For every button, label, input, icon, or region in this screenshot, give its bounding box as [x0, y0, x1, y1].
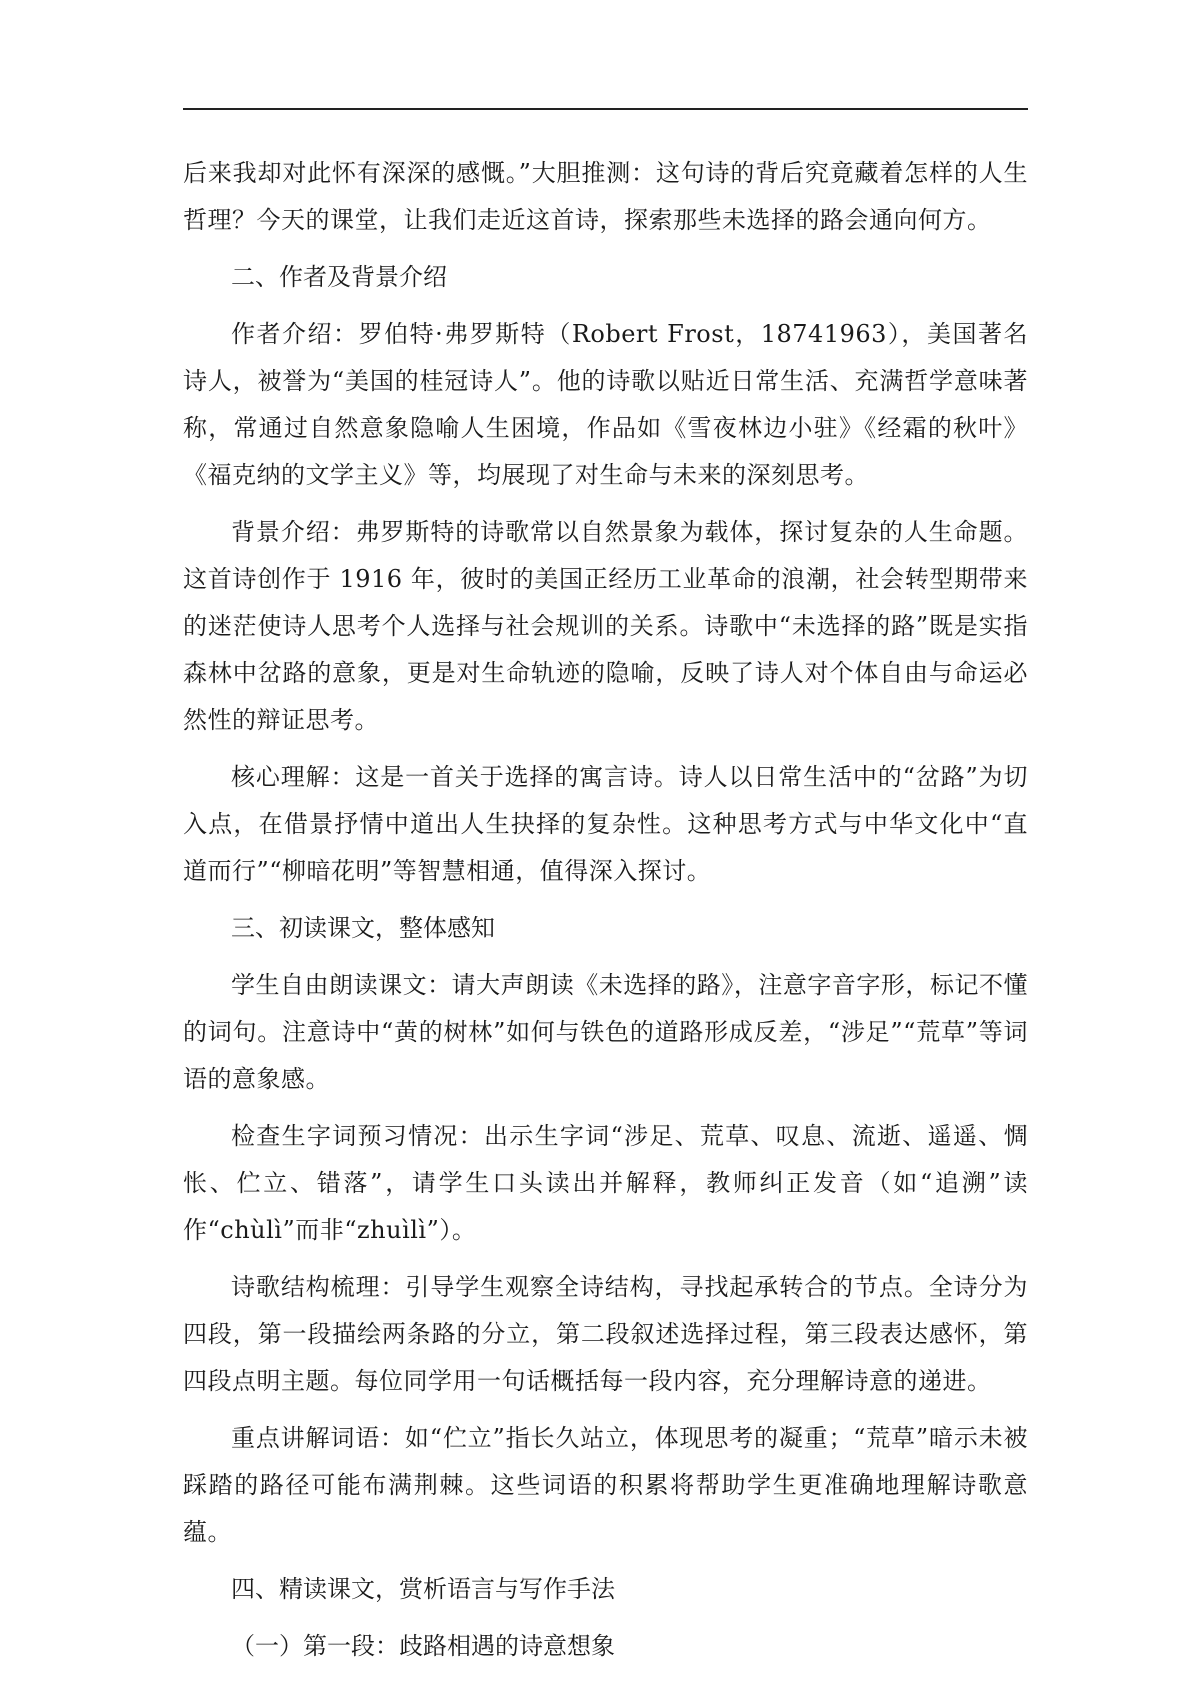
paragraph-structure: 诗歌结构梳理：引导学生观察全诗结构，寻找起承转合的节点。全诗分为四段，第一段描绘两条路的分立，第二段叙述选择过程，第三段表达感怀，第四段点明主题。每位同学用一句话概括每一段内容，充分理解诗意的递进。 — [183, 1273, 1028, 1395]
page-body — [183, 150, 1028, 1670]
paragraph-background-intro: 背景介绍：弗罗斯特的诗歌常以自然景象为载体，探讨复杂的人生命题。这首诗创作于 1916 年，彼时的美国正经历工业革命的浪潮，社会转型期带来的迷茫使诗人思考个人选择与社会规训的关系。诗歌中“未选择的路”既是实指森林中岔路的意象，更是对生命轨迹的隐喻，反映了诗人对个体自由与命运必然性的辩证思考。 — [183, 518, 1028, 734]
subsection-heading-first-stanza: （一）第一段：歧路相遇的诗意想象 — [231, 1632, 615, 1660]
paragraph-reading-aloud: 学生自由朗读课文：请大声朗读《未选择的路》，注意字音字形，标记不懂的词句。注意诗中“黄的树林”如何与铁色的道路形成反差，“涉足”“荒草”等词语的意象感。 — [183, 971, 1028, 1093]
paragraph-vocab-check: 检查生字词预习情况：出示生字词“涉足、荒草、叹息、流逝、遥遥、惆怅、伫立、错落”，请学生口头读出并解释，教师纠正发音（如“追溯”读作“chùlì”而非“zhuìlì”）。 — [183, 1122, 1028, 1244]
paragraph-author-intro: 作者介绍：罗伯特·弗罗斯特（Robert Frost，18741963），美国著名诗人，被誉为“美国的桂冠诗人”。他的诗歌以贴近日常生活、充满哲学意味著称，常通过自然意象隐喻人生困境，作品如《雪夜林边小驻》《经霜的秋叶》《福克纳的文学主义》等，均展现了对生命与未来的深刻思考。 — [183, 320, 1028, 489]
paragraph-key-words: 重点讲解词语：如“伫立”指长久站立，体现思考的凝重；“荒草”暗示未被踩踏的路径可能布满荆棘。这些词语的积累将帮助学生更准确地理解诗歌意蕴。 — [183, 1424, 1028, 1546]
paragraph-core-understanding: 核心理解：这是一首关于选择的寓言诗。诗人以日常生活中的“岔路”为切入点，在借景抒情中道出人生抉择的复杂性。这种思考方式与中华文化中“直道而行”“柳暗花明”等智慧相通，值得深入探讨。 — [183, 763, 1028, 885]
section-heading-first-reading: 三、初读课文，整体感知 — [231, 914, 495, 942]
paragraph-continuation: 后来我却对此怀有深深的感慨。”大胆推测：这句诗的背后究竟藏着怎样的人生哲理？今天的课堂，让我们走近这首诗，探索那些未选择的路会通向何方。 — [183, 159, 1028, 234]
header-rule — [183, 108, 1028, 110]
section-heading-author-background: 二、作者及背景介绍 — [231, 263, 447, 291]
section-heading-close-reading: 四、精读课文，赏析语言与写作手法 — [231, 1575, 615, 1603]
